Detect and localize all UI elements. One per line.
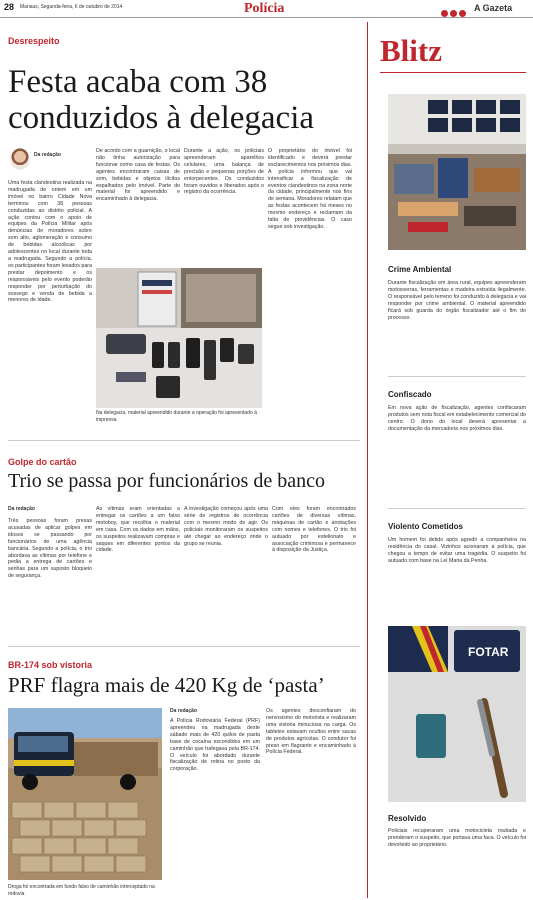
seized-items-photo <box>96 268 262 408</box>
story3-column-2: Os agentes desconfiaram do nervosismo do motorista e realizaram uma vistoria minuciosa na carga. Os tabletes estavam ocultos entre sacas de produtos agrícolas. O condutor foi preso em flagrante e encaminhado à Polícia Federal. <box>266 708 356 756</box>
story2-column-1: Três pessoas foram presas acusadas de aplicar golpes em idosos se passando por funcionários de uma agência bancária. Segundo a polícia, o trio abordava as vítimas por telefone e pedia a entrega de cartões e senhas para um suposto bloqueio de segurança. <box>8 518 92 580</box>
author-avatar <box>10 148 30 170</box>
blitz-photo-1 <box>388 94 526 250</box>
section-title: Polícia <box>244 1 285 16</box>
sidebar-heading-1: Crime Ambiental <box>388 265 452 274</box>
story1-headline: Festa acaba com 38 conduzidos à delegacia <box>8 64 315 137</box>
story2-byline: Da redação <box>8 506 35 512</box>
page-header <box>0 0 533 18</box>
page-number: 28 <box>4 2 15 12</box>
sidebar-text-3: Um homem foi detido após agredir a companheira na residência do casal. Vizinhos acionaram a polícia, que chegou a tempo de evitar uma tragédia. O suspeito foi autuado com base na Lei Maria da Penha. <box>388 537 526 564</box>
story1-kicker: Desrespeito <box>8 36 60 46</box>
sidebar-text-4: Policiais recuperaram uma motocicleta roubada e prenderam o suspeito, que portava uma faca. O veículo foi devolvido ao proprietário. <box>388 828 526 848</box>
story1-caption: Na delegacia, material apreendido durante a operação foi apresentado à imprensa <box>96 410 257 423</box>
story1-column-4: O proprietário do imóvel foi identificado e deverá prestar esclarecimentos nos próximos dias. A polícia informou que vai intensificar a fiscalização de eventos clandestinos na zona norte da cidade, principalmente nos fins de semana. Moradores relatam que as festas acontecem há meses no mesmo endereço e reclamam da falta de providências. O caso segue sob investigação. <box>268 148 352 230</box>
dateline: Manaus, Segunda-feira, 6 de outubro de 2014 <box>20 4 123 10</box>
truck-photo <box>8 708 162 880</box>
story2-kicker: Golpe do cartão <box>8 457 77 467</box>
story2-column-4: Com eles foram encontrados cartões de diversas vítimas, máquinas de cartão e anotações com nomes e telefones. O trio foi autuado por estelionato e associação criminosa e permanece à disposição da Justiça. <box>272 506 356 554</box>
brand-dots-icon <box>441 4 468 22</box>
svg-text:FOTAR: FOTAR <box>468 645 509 659</box>
sidebar-text-1: Durante fiscalização em área rural, equipes apreenderam motosserras, ferramentas e madeira extraída ilegalmente. O responsável pelo terreno foi conduzido à delegacia e vai responder por crime ambiental. O material apreendido ficará sob guarda do órgão fiscalizador até o fim do processo. <box>388 280 526 321</box>
brand-name: A Gazeta <box>474 3 513 13</box>
sidebar-separator-1 <box>388 376 526 377</box>
story1-column-2: De acordo com a guarnição, o local não tinha autorização para funcionar como casa de festas. Os agentes encontraram caixas de som, bebidas e objetos ilícitos espalhados pelo imóvel. Parte do material foi apreendido e encaminhado à delegacia. <box>96 148 180 203</box>
sidebar-heading-4: Resolvido <box>388 814 427 823</box>
sidebar-heading-2: Confiscado <box>388 390 432 399</box>
sidebar-separator-2 <box>388 508 526 509</box>
story-separator-1 <box>8 440 360 441</box>
sidebar-title-rule <box>380 72 526 73</box>
story1-column-1: Uma festa clandestina realizada na madrugada de ontem em um imóvel no bairro Cidade Nova terminou com 38 pessoas conduzidas ao distrito policial. A ação contou com o apoio de equipes da Polícia Militar após denúncias de moradores sobre som alto, aglomeração e consumo de bebidas alcoólicas por adolescentes no local durante toda a madrugada. Segundo a polícia, os participantes foram levados para prestar depoimento e os responsáveis pelo evento poderão responder por perturbação do sossego e venda de bebida a menores de idade. <box>8 180 92 304</box>
story3-kicker: BR-174 sob vistoria <box>8 660 93 670</box>
story2-column-3: A investigação começou após uma série de registros de ocorrência com o mesmo modo de agir. Os policiais monitoraram os suspeitos até chegar ao endereço onde o grupo se reunia. <box>184 506 268 547</box>
story3-caption: Droga foi encontrada em fundo falso de caminhão interceptado na rodovia <box>8 884 155 897</box>
story1-byline: Da redação <box>34 152 61 158</box>
blitz-photo-2 <box>388 626 526 802</box>
story3-column-1: A Polícia Rodoviária Federal (PRF) apreendeu na madrugada deste sábado mais de 420 quilos de pasta base de cocaína escondidos em um caminhão que trafegava pela BR-174. O veículo foi abordado durante fiscalização de rotina no posto da corporação. <box>170 718 260 773</box>
story3-byline: Da redação <box>170 708 197 714</box>
story3-headline: PRF flagra mais de 420 Kg de ‘pasta’ <box>8 673 325 697</box>
sidebar-divider <box>367 22 368 898</box>
story1-column-3: Durante a ação, os policiais apreenderam aparelhos celulares, uma balança de precisão e pequenas porções de entorpecentes. Os conduzidos foram ouvidos e liberados após o registro da ocorrência. <box>184 148 264 196</box>
sidebar-title: Blitz <box>380 33 442 68</box>
story2-column-2: As vítimas eram orientadas a entregar os cartões a um falso motoboy, que recolhia o material em casa. Com os dados em mãos, os suspeitos realizavam compras e saques em diferentes pontos da cidade. <box>96 506 180 554</box>
story2-headline: Trio se passa por funcionários de banco <box>8 470 325 492</box>
sidebar-text-2: Em nova ação de fiscalização, agentes confiscaram produtos sem nota fiscal em estabelecimento comercial do centro. O dono do local deverá apresentar a documentação da mercadoria nos próximos dias. <box>388 405 526 432</box>
story-separator-2 <box>8 646 360 647</box>
sidebar-heading-3: Violento Cometidos <box>388 522 463 531</box>
